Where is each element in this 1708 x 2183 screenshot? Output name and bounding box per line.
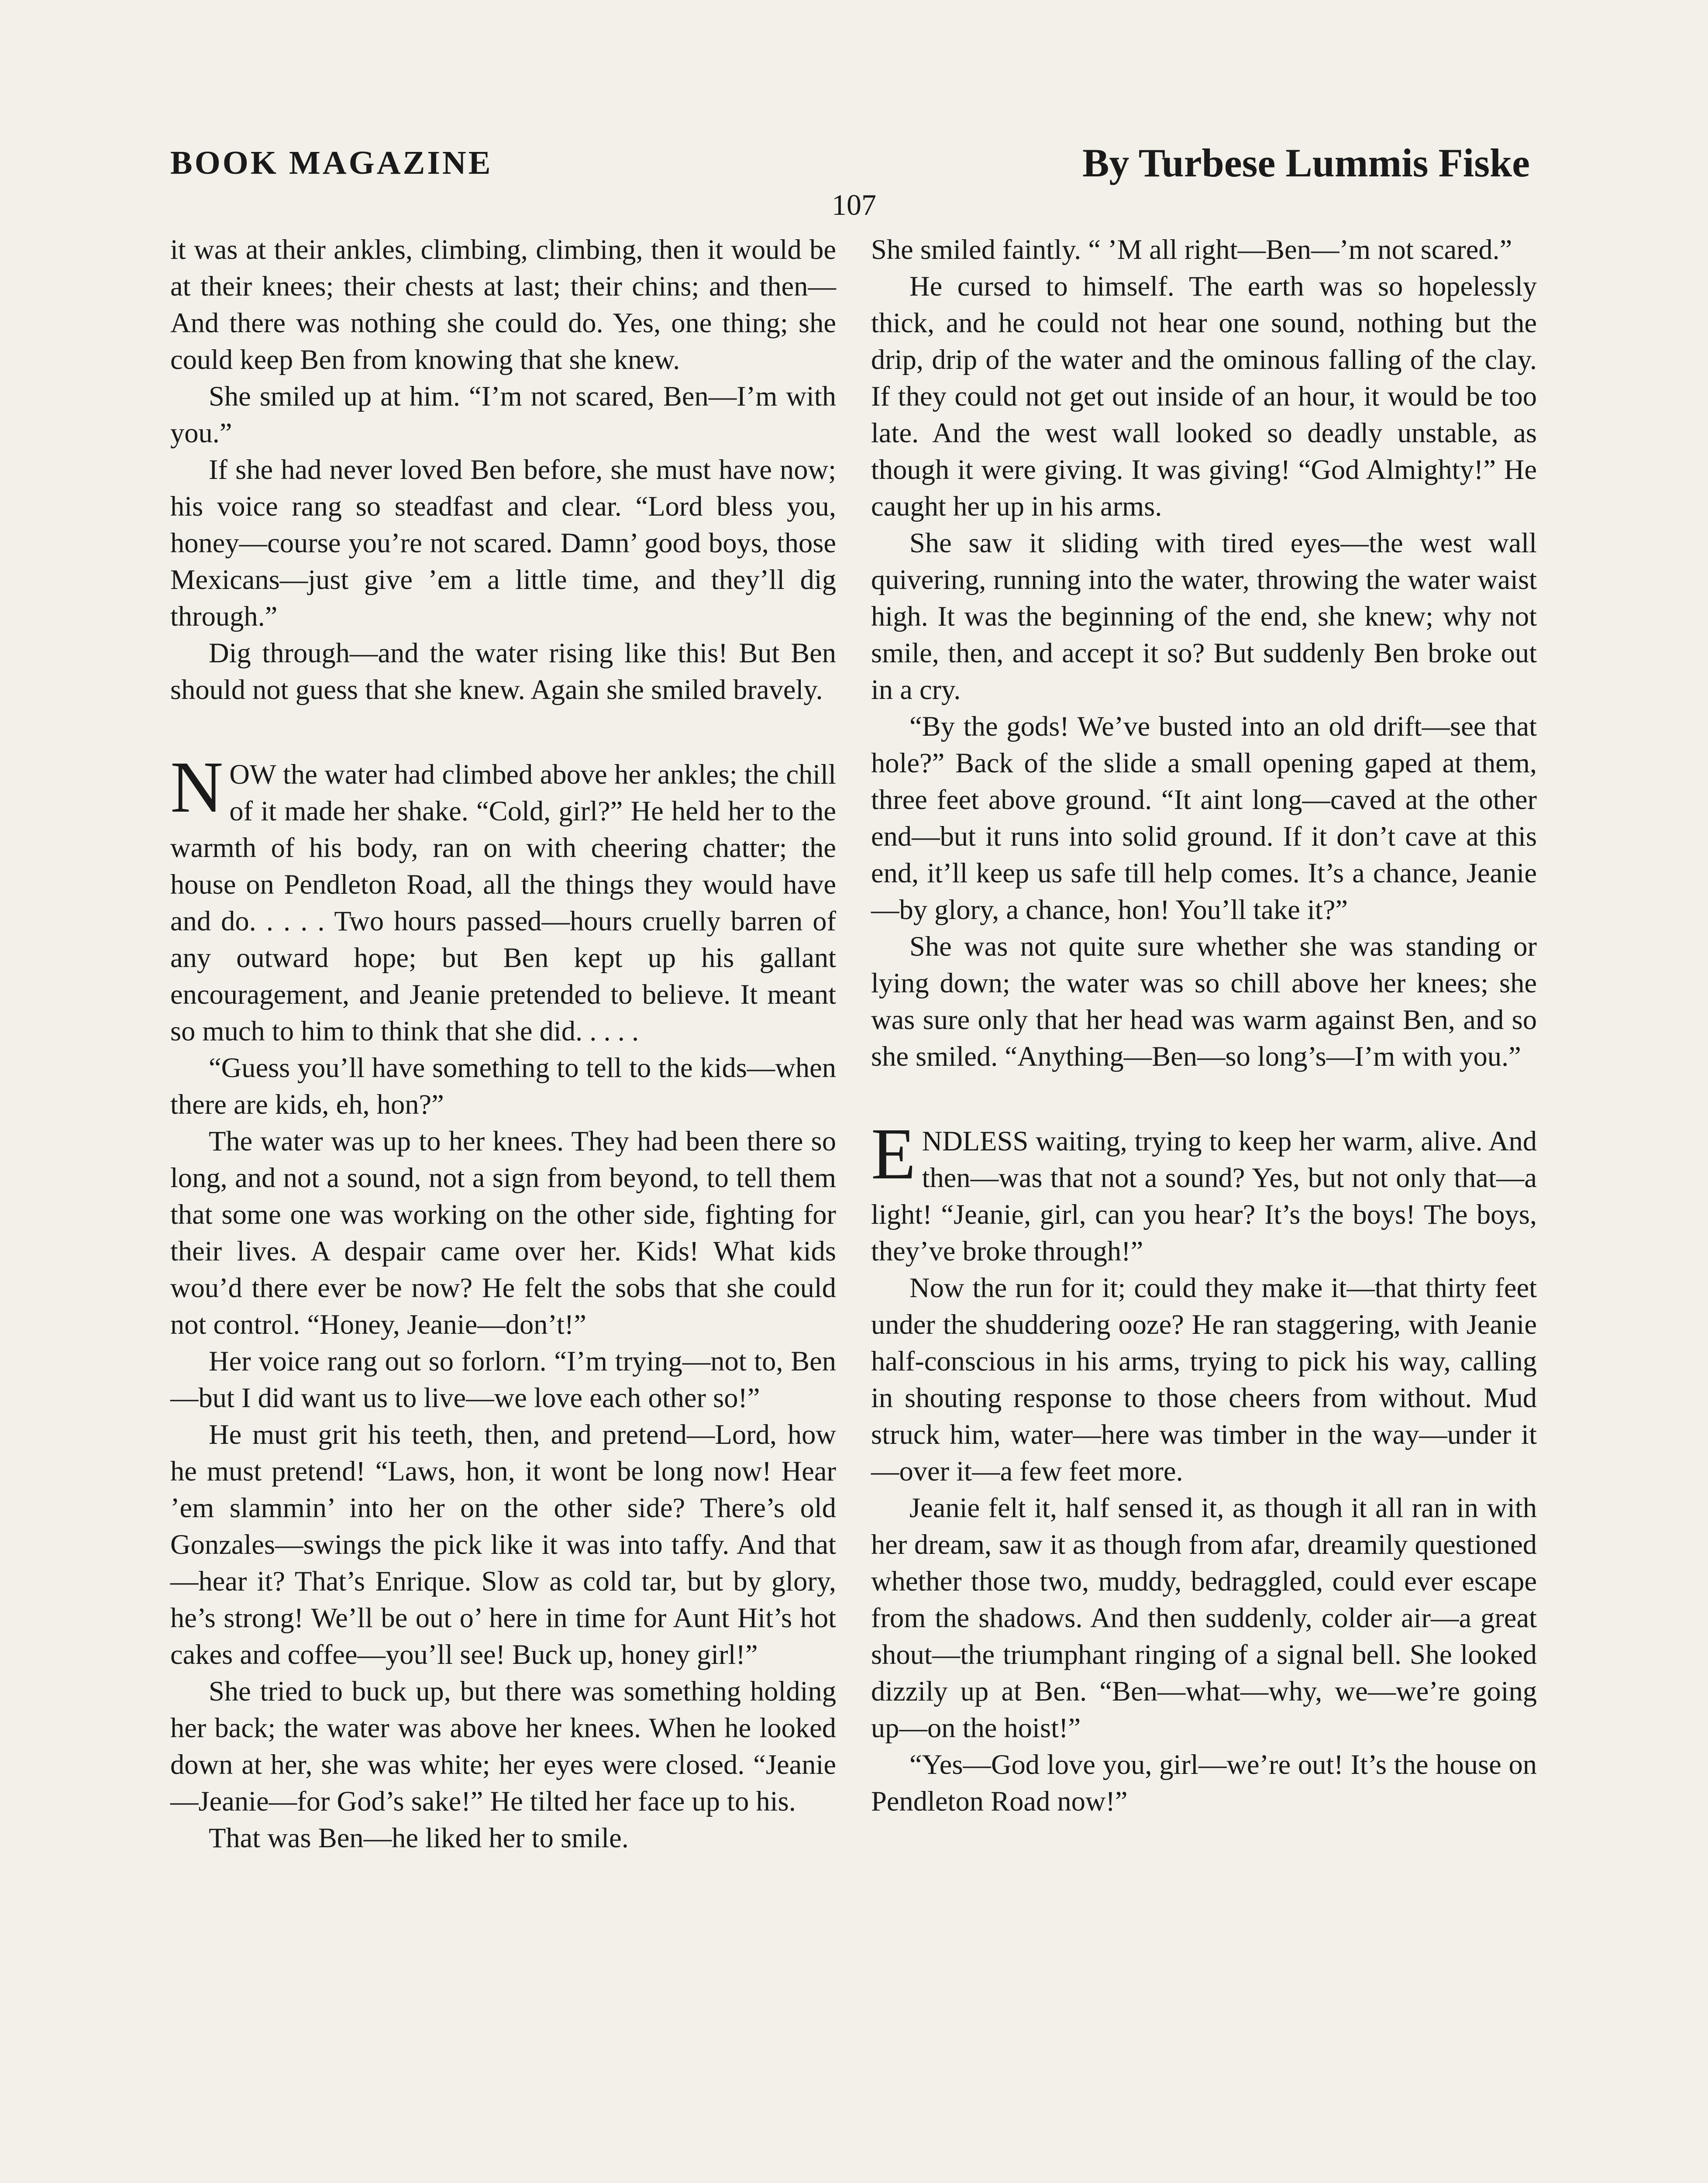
author-byline: By Turbese Lummis Fiske <box>1082 141 1530 185</box>
paragraph: “By the gods! We’ve busted into an old drift—see that hole?” Back of the slide a small opening gaped at them, three feet above ground. “It aint long—caved at the other end—but it runs into solid ground. If it don’t cave at this end, it’ll keep us safe till help comes. It’s a chance, Jeanie—by glory, a chance, hon! You’ll take it?” <box>871 711 1537 925</box>
paragraph: He cursed to himself. The earth was so hopelessly thick, and he could not hear one sound, nothing but the drip, drip of the water and the ominous falling of the clay. If they could not get out inside of an hour, it would be too late. And the west wall looked so deadly unstable, as though it were giving. It was giving! “God Almighty!” He caught her up in his arms. <box>871 271 1537 522</box>
paragraph: Jeanie felt it, half sensed it, as though it all ran in with her dream, saw it as though from afar, dreamily questioned whether those two, muddy, bedraggled, could ever escape from the shadows. And then suddenly, colder air—a great shout—the triumphant ringing of a signal bell. She looked dizzily up at Ben. “Ben—what—why, we—we’re going up—on the hoist!” <box>871 1492 1537 1743</box>
paragraph: Her voice rang out so forlorn. “I’m trying—not to, Ben—but I did want us to live—we love each other so!” <box>170 1346 836 1413</box>
paragraph: it was at their ankles, climbing, climbing, then it would be at their knees; their chests at last; their chins; and then—And there was nothing she could do. Yes, one thing; she could keep Ben from knowing that she knew. <box>170 234 836 375</box>
magazine-name: BOOK MAGAZINE <box>170 145 493 181</box>
running-header <box>170 140 1530 188</box>
paragraph: She smiled up at him. “I’m not scared, Ben—I’m with you.” <box>170 381 836 448</box>
section-opening-paragraph: ENDLESS waiting, trying to keep her warm, alive. And then—was that not a sound? Yes, but not only that—a light! “Jeanie, girl, can you hear? It’s the boys! The boys, they’ve broke through!” <box>871 1113 1537 1267</box>
paragraph: She saw it sliding with tired eyes—the west wall quivering, running into the water, throwing the water waist high. It was the beginning of the end, she knew; why not smile, then, and accept it so? But suddenly Ben broke out in a cry. <box>871 527 1537 705</box>
paragraph: “Yes—God love you, girl—we’re out! It’s the house on Pendleton Road now!” <box>871 1749 1537 1817</box>
paragraph: Now the run for it; could they make it—that thirty feet under the shuddering ooze? He ran staggering, with Jeanie half-conscious in his arms, trying to pick his way, calling in shouting response to those cheers from without. Mud struck him, water—here was timber in the way—under it—over it—a few feet more. <box>871 1272 1537 1487</box>
right-column <box>871 231 1537 1820</box>
paragraph: Dig through—and the water rising like this! But Ben should not guess that she knew. Again she smiled bravely. <box>170 637 836 705</box>
page-number: 107 <box>832 188 876 221</box>
paragraph: He must grit his teeth, then, and pretend—Lord, how he must pretend! “Laws, hon, it wont be long now! Hear ’em slammin’ into her on the other side? There’s old Gonzales—swings the pick like it was into taffy. And that—hear it? That’s Enrique. Slow as cold tar, but by glory, he’s strong! We’ll be out o’ here in time for Aunt Hit’s hot cakes and coffee—you’ll see! Buck up, honey girl!” <box>170 1419 836 1670</box>
paragraph: “Guess you’ll have something to tell to the kids—when there are kids, eh, hon?” <box>170 1052 836 1120</box>
paragraph: She smiled faintly. “ ’M all right—Ben—’m not scared.” <box>871 234 1512 265</box>
section-opening-paragraph: NOW the water had climbed above her ankles; the chill of it made her shake. “Cold, girl?” He held her to the warmth of his body, ran on with cheering chatter; the house on Pendleton Road, all the things they would have and do. . . . . Two hours passed—hours cruelly barren of any outward hope; but Ben kept up his gallant encouragement, and Jeanie pretended to believe. It meant so much to him to think that she did. . . . . <box>170 747 836 1047</box>
paragraph: That was Ben—he liked her to smile. <box>209 1822 629 1853</box>
left-column <box>170 231 836 1856</box>
paragraph: If she had never loved Ben before, she must have now; his voice rang so steadfast and clear. “Lord bless you, honey—course you’re not scared. Damn’ good boys, those Mexicans—just give ’em a little time, and they’ll dig through.” <box>170 454 836 632</box>
paragraph: The water was up to her knees. They had been there so long, and not a sound, not a sign from beyond, to tell them that some one was working on the other side, fighting for their lives. A despair came over her. Kids! What kids wou’d there ever be now? He felt the sobs that she could not control. “Honey, Jeanie—don’t!” <box>170 1126 836 1340</box>
paragraph: She tried to buck up, but there was something holding her back; the water was above her knees. When he looked down at her, she was white; her eyes were closed. “Jeanie—Jeanie—for God’s sake!” He tilted her face up to his. <box>170 1676 836 1817</box>
paragraph: She was not quite sure whether she was standing or lying down; the water was so chill above her knees; she was sure only that her head was warm against Ben, and so she smiled. “Anything—Ben—so long’s—I’m with you.” <box>871 931 1537 1072</box>
